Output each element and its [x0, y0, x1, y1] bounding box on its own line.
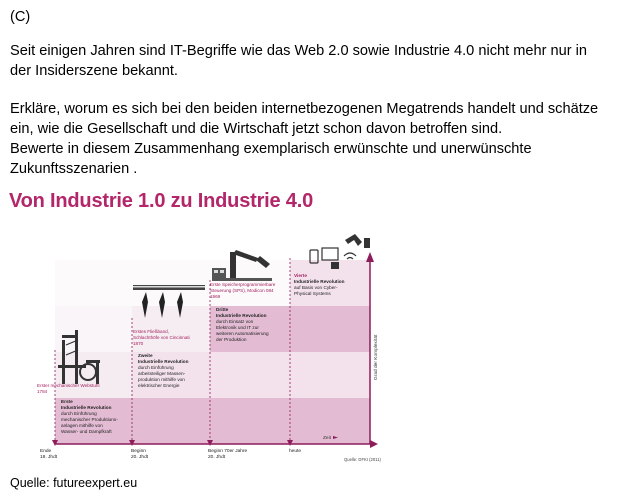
task-line-2: Bewerte in diesem Zusammenhang exemplarisch erwünschte und unerwünschte Zukunftsszenarien .: [10, 141, 532, 177]
y-axis-label: Grad der Komplexität: [374, 334, 379, 380]
stage1-box: Erste Industrielle Revolution durch Einführung mechanischer Produktions- anlagen mithilfe von Wasser- und Dampfkraft: [61, 399, 118, 434]
tick-label-1: Ende 18. Jhdt: [40, 449, 58, 460]
tick-label-2: Beginn 20. Jhdt: [131, 449, 149, 460]
section-label: (C): [10, 9, 31, 25]
industry-infographic: [0, 190, 400, 470]
stage4-box: Vierte Industrielle Revolution auf Basis von Cyber- Physical Systems: [294, 273, 345, 296]
x-axis-label: Zeit: [323, 436, 331, 441]
stage2-box: Zweite Industrielle Revolution durch Einführung arbeitsteiliger Massen- produktion mithilfe von elektrischer Energie: [138, 353, 189, 388]
stage3-box: Dritte Industrielle Revolution durch Einsatz von Elektronik und IT zur weiteren Automatisierung der Produktion: [216, 307, 269, 342]
infographic-title: Von Industrie 1.0 zu Industrie 4.0: [9, 190, 314, 212]
stage2-caption: Erstes Fließband, Schlachthöfe von Cincinnati 1870: [133, 329, 190, 346]
source-note: Quelle: futureexpert.eu: [10, 476, 138, 490]
tick-label-3: Beginn 70er Jahre 20. Jhdt: [208, 449, 248, 460]
infographic-svg: [0, 190, 400, 470]
stage3-caption: Erste Speicherprogrammierbare Steuerung (SPS), Modicon 084 1969: [210, 282, 276, 299]
tick-label-4: heute: [289, 449, 302, 454]
task-paragraph: [10, 99, 610, 179]
intro-paragraph: Seit einigen Jahren sind IT-Begriffe wie das Web 2.0 sowie Industrie 4.0 nicht mehr nur in der Insiderszene bekannt.: [10, 43, 588, 79]
stage1-caption: Erster mechanischer Webstuhl 1784: [37, 383, 100, 394]
infographic-credit: Quelle: DFKI (2011): [344, 457, 381, 462]
task-line-1: Erkläre, worum es sich bei den beiden internetbezogenen Megatrends handelt und schätze ein, wie die Gesellschaft und die Wirtschaft jetzt schon davon betroffen sind.: [10, 101, 599, 137]
